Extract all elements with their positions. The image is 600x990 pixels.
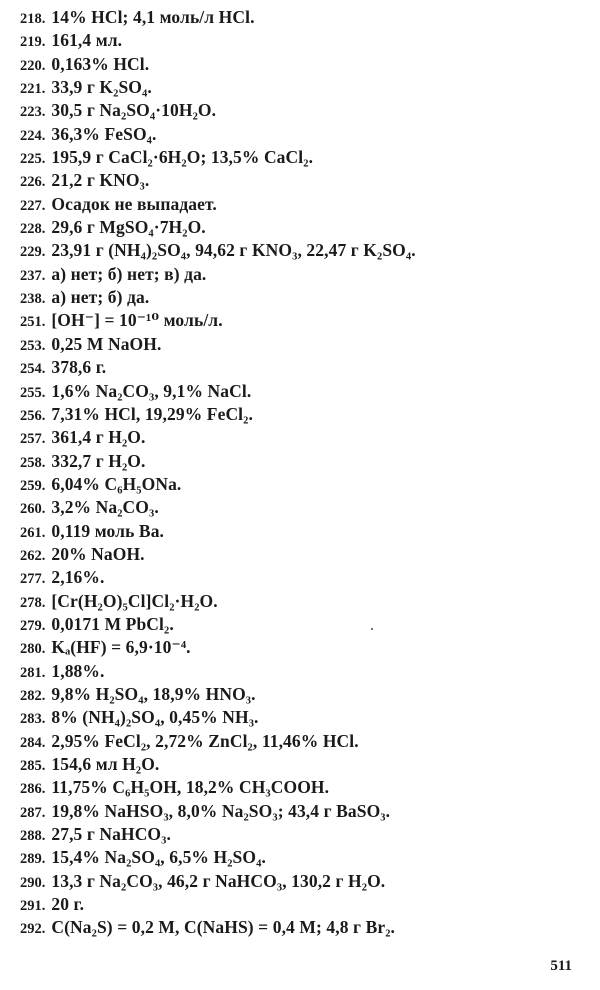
answer-text: а) нет; б) нет; в) да. (51, 263, 207, 284)
answer-text: 361,4 г H₂O. (51, 427, 146, 448)
answer-text: а) нет; б) да. (51, 287, 150, 308)
answer-text: Kₐ(HF) = 6,9·10⁻⁴. (51, 637, 191, 658)
answer-number: 277. (20, 571, 46, 588)
answer-number: 290. (20, 874, 46, 891)
answer-text: 378,6 г. (51, 357, 107, 378)
answer-number: 224. (20, 127, 46, 144)
answer-number: 283. (20, 711, 46, 728)
answer-number: 256. (20, 407, 46, 424)
answer-text: 161,4 мл. (51, 30, 123, 51)
answer-text: 33,9 г K₂SO₄. (51, 77, 152, 98)
answer-item (20, 520, 590, 543)
answer-number: 258. (20, 454, 46, 471)
answer-number: 286. (20, 781, 46, 798)
answer-text: 0,25 M NaOH. (51, 333, 162, 354)
answer-text: 19,8% NaHSO₃, 8,0% Na₂SO₃; 43,4 г BaSO₃. (51, 800, 391, 821)
answer-item (20, 916, 590, 939)
answer-number: 257. (20, 431, 46, 448)
answer-text: [OH⁻] = 10⁻¹⁰ моль/л. (51, 310, 223, 331)
answer-text: 1,6% Na₂CO₃, 9,1% NaCl. (51, 380, 252, 401)
answer-item (20, 193, 590, 216)
answer-item (20, 613, 590, 636)
answer-number: 288. (20, 828, 46, 845)
answer-item (20, 286, 590, 309)
answer-item (20, 356, 590, 379)
answer-item (20, 870, 590, 893)
answer-item (20, 309, 590, 332)
answer-item (20, 333, 590, 356)
answer-item (20, 660, 590, 683)
answer-item (20, 450, 590, 473)
answer-text: 2,16%. (51, 567, 105, 588)
answer-item (20, 263, 590, 286)
page-number: 511 (550, 958, 572, 974)
answer-item (20, 76, 590, 99)
answer-item (20, 823, 590, 846)
answer-item (20, 380, 590, 403)
answer-text: 154,6 мл H₂O. (51, 754, 160, 774)
answer-item (20, 706, 590, 729)
answer-item (20, 403, 590, 426)
answer-text: 195,9 г CaCl₂·6H₂O; 13,5% CaCl₂. (51, 147, 314, 168)
answer-text: 27,5 г NaHCO₃. (51, 824, 171, 845)
answer-number: 289. (20, 851, 46, 868)
answer-number: 255. (20, 384, 46, 401)
answer-number: 218. (20, 11, 46, 27)
answer-number: 223. (20, 104, 46, 121)
answer-number: 225. (20, 151, 46, 168)
answer-number: 278. (20, 594, 46, 611)
answer-item (20, 683, 590, 706)
answer-item (20, 636, 590, 659)
print-speck (371, 628, 373, 630)
answer-item (20, 753, 590, 776)
answer-text: 29,6 г MgSO₄·7H₂O. (51, 217, 206, 238)
answer-number: 237. (20, 267, 46, 284)
answer-text: 0,163% HCl. (51, 53, 150, 74)
answer-item (20, 730, 590, 753)
answer-number: 285. (20, 758, 46, 774)
answer-text: 3,2% Na₂CO₃. (51, 497, 159, 518)
answer-text: 0,119 моль Ba. (51, 520, 165, 541)
answer-text: 20% NaOH. (51, 543, 145, 564)
answer-item (20, 216, 590, 239)
answer-text: C(Na₂S) = 0,2 M, C(NaHS) = 0,4 M; 4,8 г Br₂. (51, 917, 396, 938)
answer-item (20, 426, 590, 449)
answer-number: 259. (20, 477, 46, 494)
answer-text: 0,0171 M PbCl₂. (51, 613, 174, 634)
answer-number: 251. (20, 314, 46, 331)
answer-item (20, 543, 590, 566)
answer-text: 2,95% FeCl₂, 2,72% ZnCl₂, 11,46% HCl. (51, 730, 359, 751)
answer-number: 287. (20, 804, 46, 821)
answer-item (20, 776, 590, 799)
answer-number: 254. (20, 361, 46, 378)
answer-text: 20 г. (51, 894, 85, 915)
answer-list (20, 6, 590, 940)
answer-number: 227. (20, 197, 46, 214)
answer-text: 6,04% C₆H₅ONa. (51, 473, 182, 494)
answer-number: 292. (20, 921, 46, 938)
answer-number: 228. (20, 221, 46, 238)
answer-item (20, 473, 590, 496)
answer-number: 229. (20, 244, 46, 261)
answer-text: 332,7 г H₂O. (51, 450, 146, 471)
answer-item (20, 239, 590, 262)
answer-number: 219. (20, 34, 46, 51)
answer-text: 7,31% HCl, 19,29% FeCl₂. (51, 403, 253, 424)
answer-item (20, 590, 590, 613)
answer-item (20, 29, 590, 52)
answer-item (20, 99, 590, 122)
answer-number: 279. (20, 617, 46, 634)
answer-text: 21,2 г KNO₃. (51, 170, 150, 191)
answer-item (20, 146, 590, 169)
answer-text: 1,88%. (51, 660, 105, 681)
answer-number: 280. (20, 641, 46, 658)
answer-number: 284. (20, 734, 46, 751)
answer-item (20, 169, 590, 192)
answer-number: 220. (20, 57, 46, 74)
answer-text: 23,91 г (NH₄)₂SO₄, 94,62 г KNO₃, 22,47 г K₂SO₄. (51, 240, 416, 261)
answer-number: 262. (20, 547, 46, 564)
answer-text: 14% HCl; 4,1 моль/л HCl. (51, 7, 255, 27)
answer-number: 226. (20, 174, 46, 191)
answer-number: 281. (20, 664, 46, 681)
answer-number: 282. (20, 687, 46, 704)
answer-text: 13,3 г Na₂CO₃, 46,2 г NaHCO₃, 130,2 г H₂O. (51, 870, 386, 891)
answer-item (20, 800, 590, 823)
answer-item (20, 123, 590, 146)
answer-item (20, 893, 590, 916)
answer-text: [Cr(H₂O)₅Cl]Cl₂·H₂O. (51, 590, 218, 611)
answer-item (20, 496, 590, 519)
answer-text: 9,8% H₂SO₄, 18,9% HNO₃. (51, 683, 256, 704)
answer-number: 253. (20, 337, 46, 354)
answer-item (20, 566, 590, 589)
answer-text: 11,75% C₆H₅OH, 18,2% CH₃COOH. (51, 777, 330, 798)
answer-text: 8% (NH₄)₂SO₄, 0,45% NH₃. (51, 707, 259, 728)
answer-number: 291. (20, 898, 46, 915)
answer-item (20, 53, 590, 76)
answer-text: 30,5 г Na₂SO₄·10H₂O. (51, 100, 217, 121)
answer-item (20, 846, 590, 869)
answer-text: Осадок не выпадает. (51, 193, 217, 214)
answer-text: 36,3% FeSO₄. (51, 123, 157, 144)
answer-number: 238. (20, 291, 46, 308)
answer-number: 221. (20, 81, 46, 98)
answer-text: 15,4% Na₂SO₄, 6,5% H₂SO₄. (51, 847, 266, 868)
answer-number: 261. (20, 524, 46, 541)
answer-number: 260. (20, 501, 46, 518)
answer-item (20, 6, 590, 29)
